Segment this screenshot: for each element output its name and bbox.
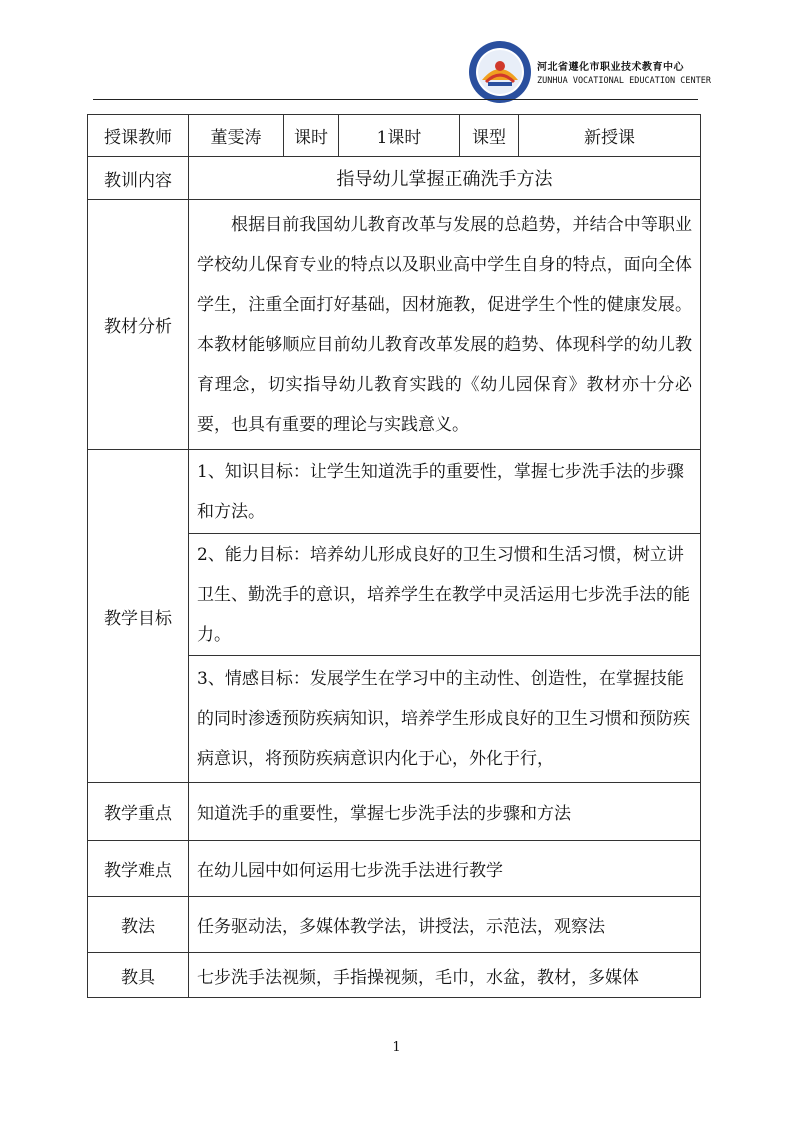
teacher-value: 董雯涛	[189, 115, 284, 157]
knowledge-goal: 1、知识目标：让学生知道洗手的重要性，掌握七步洗手法的步骤和方法。	[189, 450, 701, 534]
table-row	[88, 953, 701, 998]
organization-name-en: ZUNHUA VOCATIONAL EDUCATION CENTER	[537, 76, 711, 86]
analysis-label: 教材分析	[88, 200, 189, 450]
type-value: 新授课	[519, 115, 701, 157]
table-row	[88, 897, 701, 953]
key-points-label: 教学重点	[88, 783, 189, 841]
hours-label: 课时	[284, 115, 339, 157]
methods-value: 任务驱动法，多媒体教学法，讲授法，示范法，观察法	[189, 897, 701, 953]
goals-label: 教学目标	[88, 450, 189, 783]
table-row	[88, 783, 701, 841]
hours-value: 1课时	[339, 115, 460, 157]
content-value: 指导幼儿掌握正确洗手方法	[189, 157, 701, 200]
key-points-value: 知道洗手的重要性，掌握七步洗手法的步骤和方法	[189, 783, 701, 841]
header-divider	[93, 99, 698, 100]
table-row	[88, 115, 701, 157]
methods-label: 教法	[88, 897, 189, 953]
lesson-plan-table	[87, 114, 701, 998]
ability-goal: 2、能力目标：培养幼儿形成良好的卫生习惯和生活习惯，树立讲卫生、勤洗手的意识，培养学生在教学中灵活运用七步洗手法的能力。	[189, 534, 701, 656]
tools-value: 七步洗手法视频，手指操视频，毛巾，水盆，教材，多媒体	[189, 953, 701, 998]
difficulties-label: 教学难点	[88, 841, 189, 897]
tools-label: 教具	[88, 953, 189, 998]
content-label: 教训内容	[88, 157, 189, 200]
analysis-cell	[189, 200, 701, 450]
organization-name-cn: 河北省遵化市职业技术教育中心	[537, 62, 684, 73]
page-header	[0, 0, 793, 100]
page-number: 1	[392, 1040, 401, 1055]
table-row	[88, 841, 701, 897]
school-logo-icon	[468, 40, 532, 104]
table-row	[88, 200, 701, 450]
teacher-label: 授课教师	[88, 115, 189, 157]
emotion-goal: 3、情感目标：发展学生在学习中的主动性、创造性，在掌握技能的同时渗透预防疾病知识，培养学生形成良好的卫生习惯和预防疾病意识，将预防疾病意识内化于心，外化于行，	[189, 656, 701, 783]
type-label: 课型	[460, 115, 519, 157]
table-row	[88, 450, 701, 534]
table-row	[88, 157, 701, 200]
difficulties-value: 在幼儿园中如何运用七步洗手法进行教学	[189, 841, 701, 897]
analysis-text: 根据目前我国幼儿教育改革与发展的总趋势，并结合中等职业学校幼儿保育专业的特点以及职业高中学生自身的特点，面向全体学生，注重全面打好基础，因材施教，促进学生个性的健康发展。本教材能够顺应目前幼儿教育改革发展的趋势、体现科学的幼儿教育理念，切实指导幼儿教育实践的《幼儿园保育》教材亦十分必要，也具有重要的理论与实践意义。	[197, 214, 692, 435]
